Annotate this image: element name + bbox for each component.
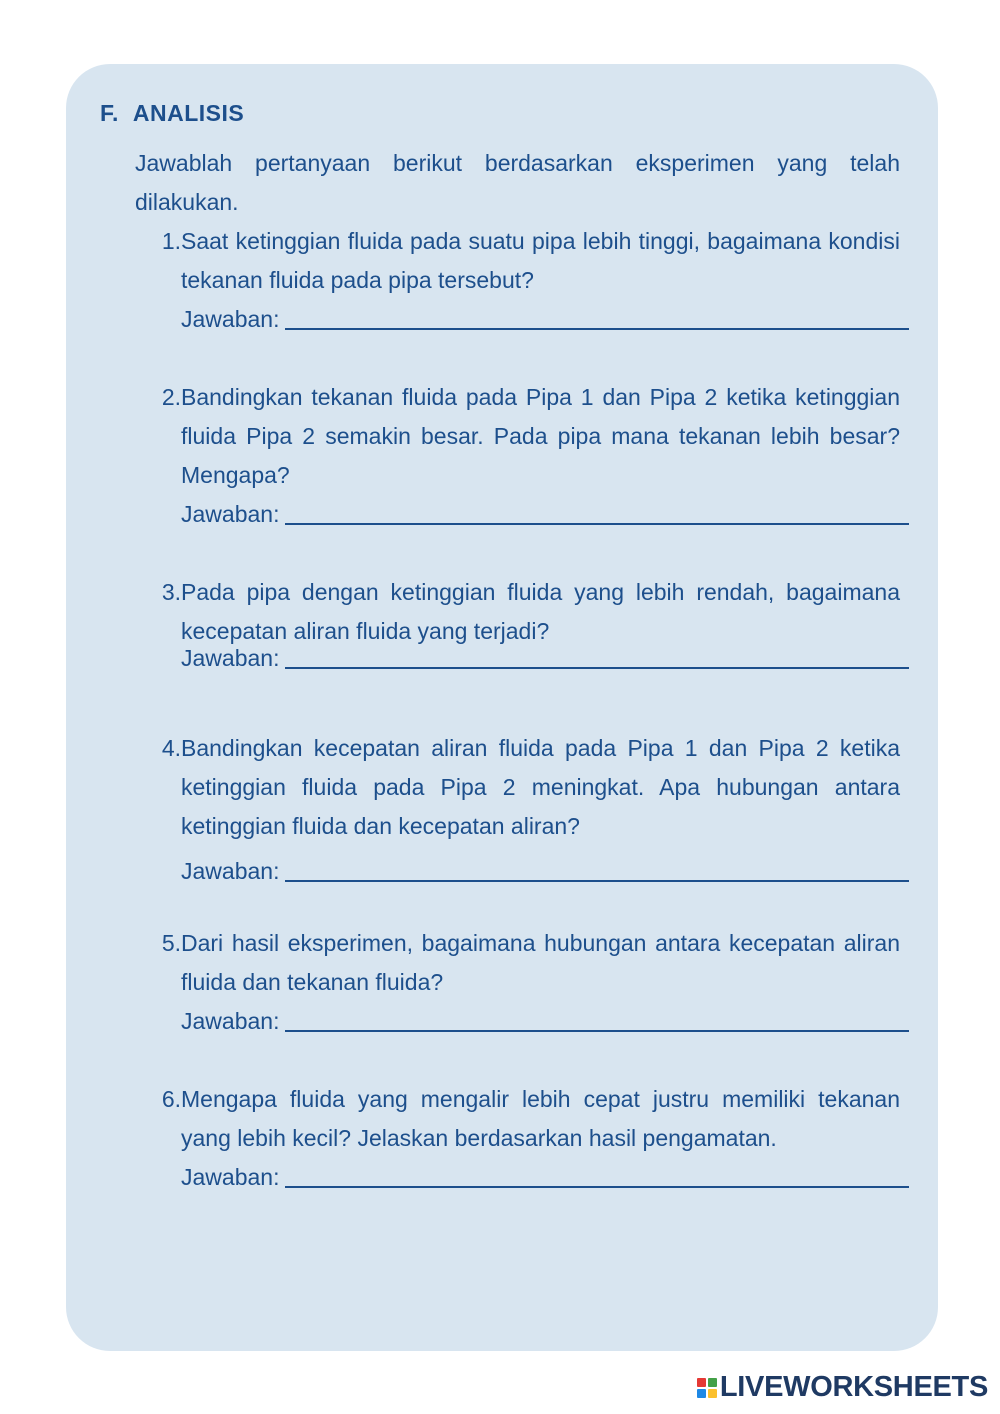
answer-row [181,300,909,334]
logo-text: LIVEWORKSHEETS [719,1371,988,1403]
answer-row [181,1158,909,1192]
section-heading [100,100,244,127]
logo-square-v [697,1389,706,1398]
question-number: 6. [161,1086,181,1112]
logo-square-i [708,1378,717,1387]
question-text: Saat ketinggian fluida pada suatu pipa lebih tinggi, bagaimana kondisi tekanan fluida pada pipa tersebut? [181,228,900,293]
question-text: Mengapa fluida yang mengalir lebih cepat justru memiliki tekanan yang lebih kecil? Jelaskan berdasarkan hasil pengamatan. [181,1086,900,1151]
question-number: 4. [161,735,181,761]
question-number: 5. [161,930,181,956]
intro-text: Jawablah pertanyaan berikut berdasarkan eksperimen yang telah dilakukan. [135,150,900,215]
answer-input[interactable] [285,499,909,525]
question-item [155,1080,900,1192]
question-number: 2. [161,384,181,410]
question-item [155,378,900,529]
question-text: Dari hasil eksperimen, bagaimana hubungan antara kecepatan aliran fluida dan tekanan fluida? [181,930,900,995]
answer-row [181,1002,909,1036]
question-item [155,573,900,673]
answer-row [181,846,909,886]
answer-label: Jawaban: [181,306,280,332]
liveworksheets-logo [697,1371,988,1404]
answer-input[interactable] [285,304,909,330]
question-number: 3. [161,579,181,605]
answer-input[interactable] [285,643,909,669]
question-text: Bandingkan kecepatan aliran fluida pada Pipa 1 dan Pipa 2 ketika ketinggian fluida pada Pipa 2 meningkat. Apa hubungan antara ketinggian fluida dan kecepatan aliran? [181,735,900,839]
question-text: Bandingkan tekanan fluida pada Pipa 1 dan Pipa 2 ketika ketinggian fluida Pipa 2 semakin besar. Pada pipa mana tekanan lebih besar? Mengapa? [181,384,900,488]
answer-input[interactable] [285,1006,909,1032]
question-number: 1. [161,228,181,254]
logo-square-l [697,1378,706,1387]
answer-row [181,645,909,673]
answer-row [181,495,909,529]
question-item [155,222,900,334]
section-title: ANALISIS [132,100,245,126]
answer-input[interactable] [285,1162,909,1188]
answer-label: Jawaban: [181,501,280,527]
question-text: Pada pipa dengan ketinggian fluida yang lebih rendah, bagaimana kecepatan aliran fluida yang terjadi? [181,579,900,644]
answer-input[interactable] [285,856,909,882]
logo-square-e [708,1389,717,1398]
answer-label: Jawaban: [181,645,280,671]
question-item [155,729,900,886]
question-item [155,924,900,1036]
liveworksheets-logo-icon [697,1378,717,1398]
answer-label: Jawaban: [181,858,280,884]
answer-label: Jawaban: [181,1008,280,1034]
answer-label: Jawaban: [181,1164,280,1190]
section-letter: F. [100,100,119,126]
